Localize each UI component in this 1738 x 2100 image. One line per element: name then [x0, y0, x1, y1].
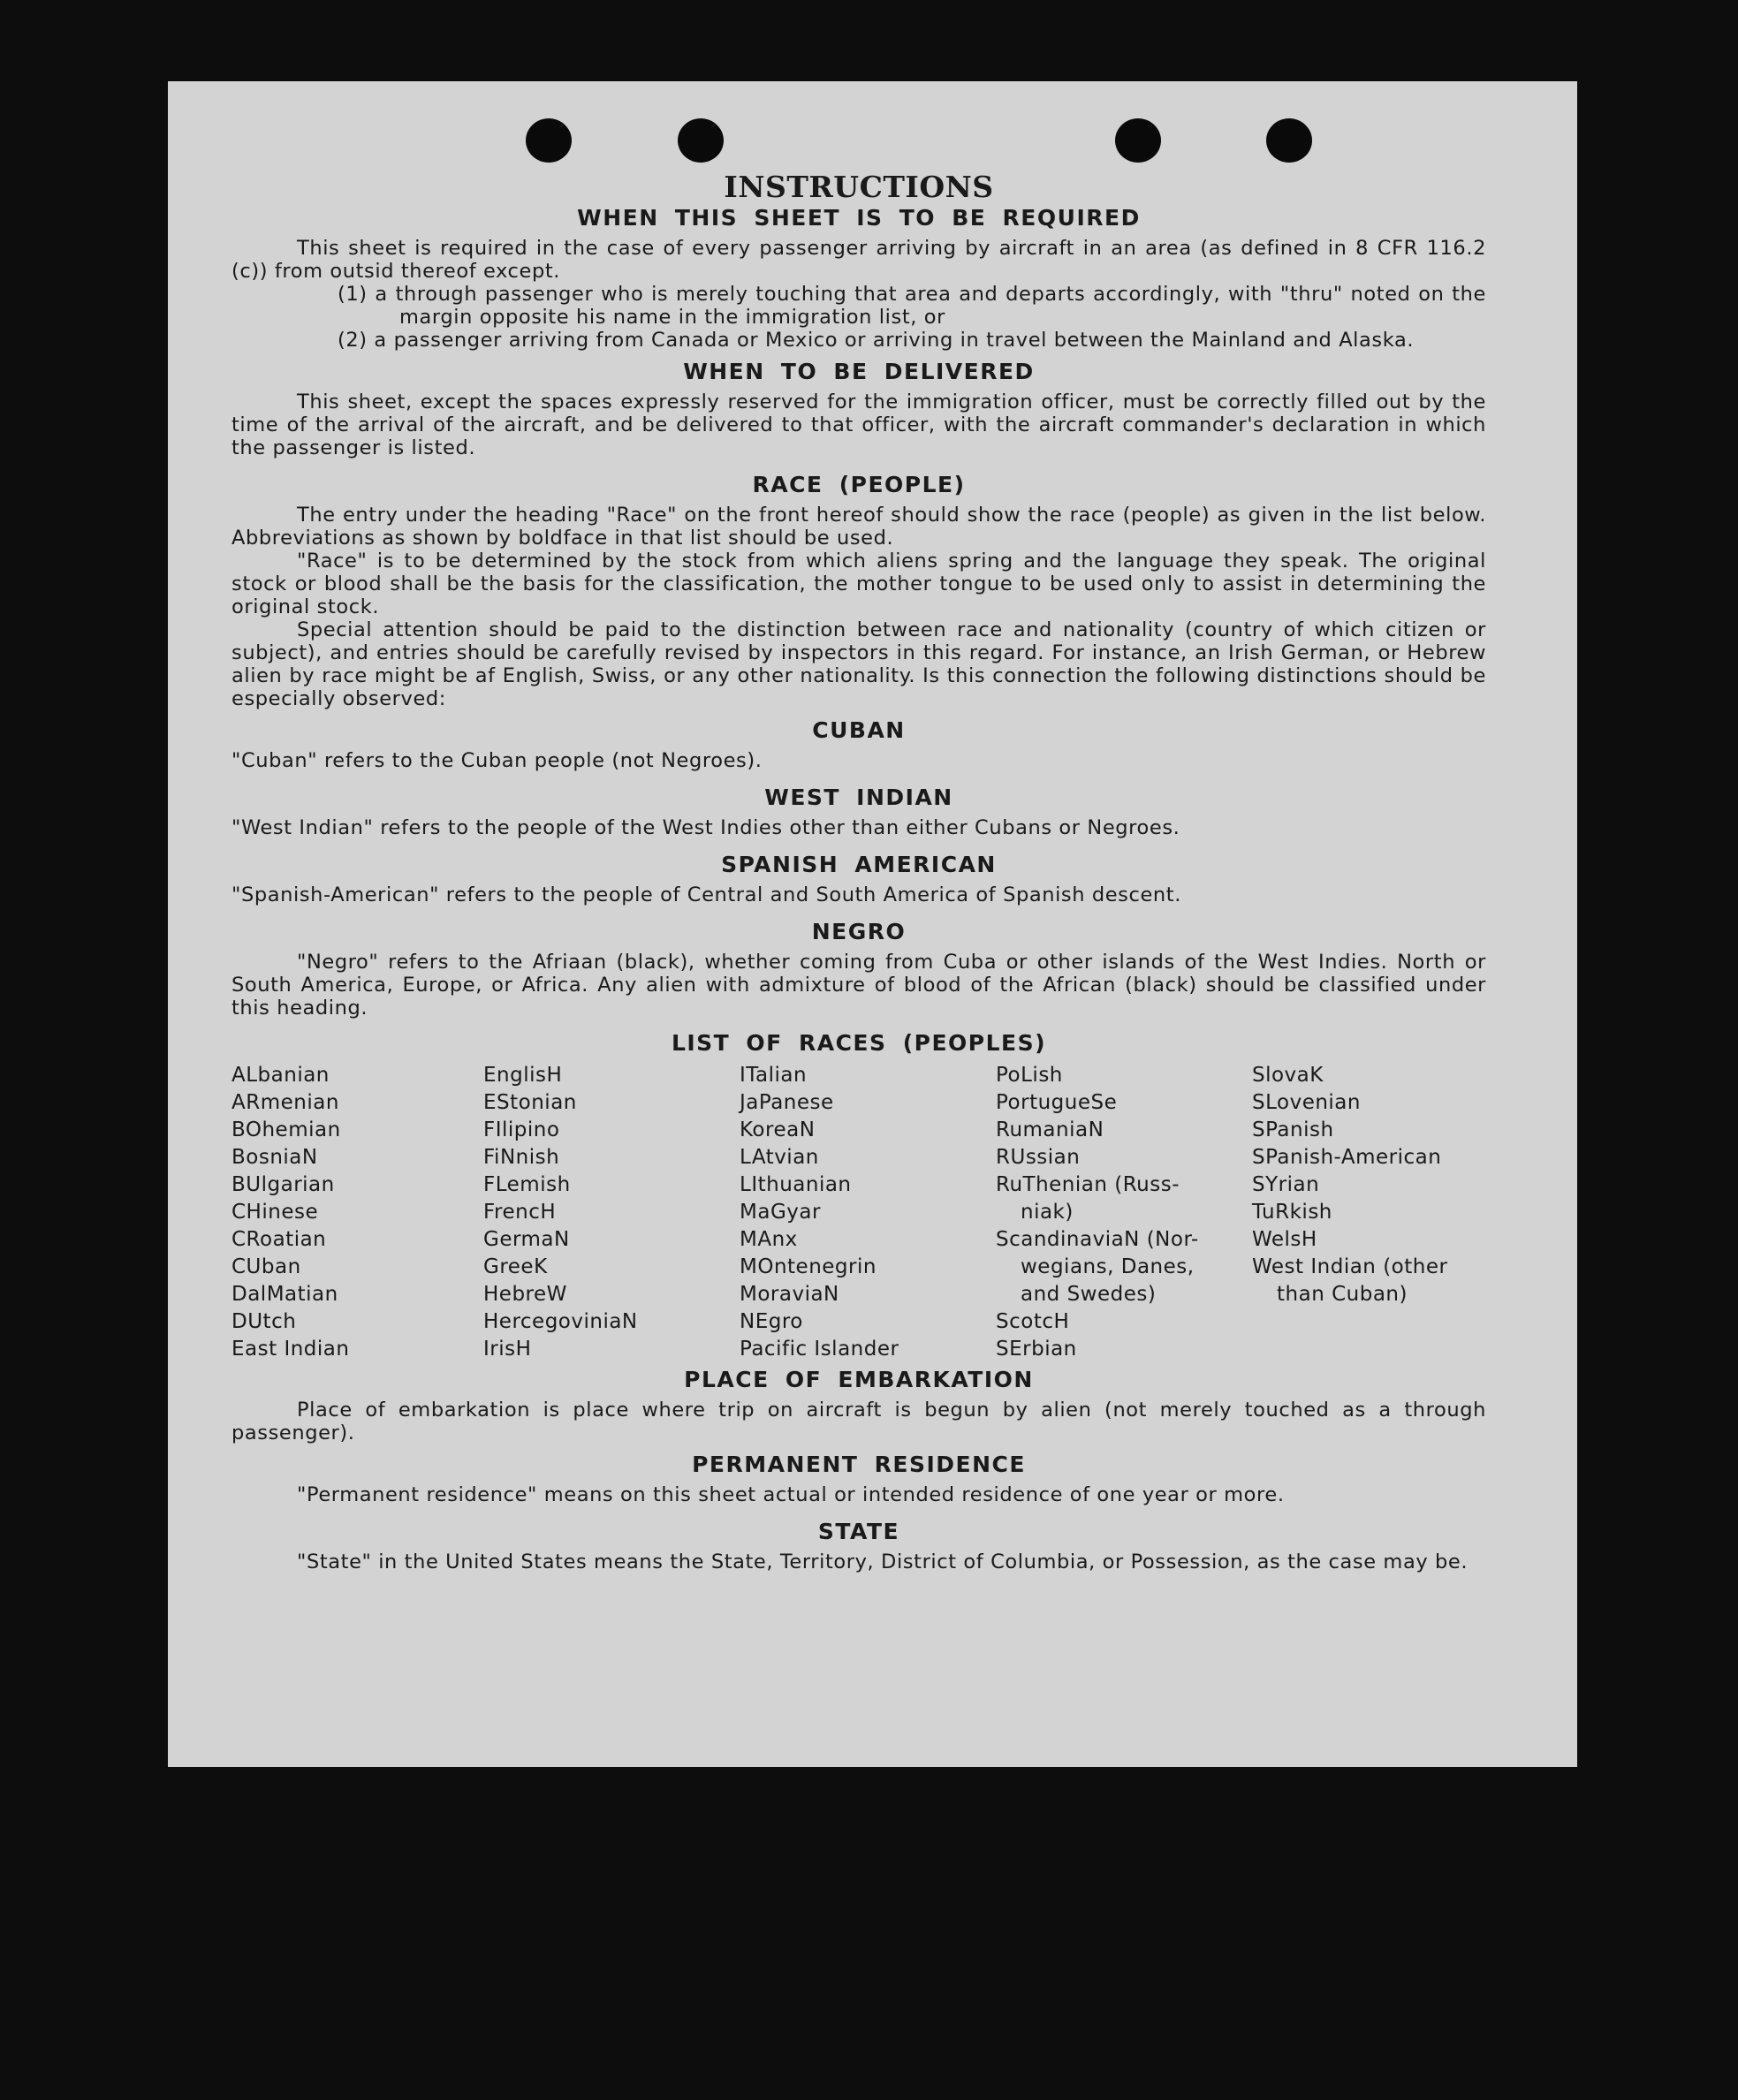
races-column-4 — [996, 1062, 1252, 1363]
race-item: JaPanese — [740, 1091, 834, 1114]
race-item: DUtch — [231, 1310, 297, 1333]
races-list — [231, 1062, 1486, 1363]
race-item: IrisH — [483, 1338, 532, 1361]
race-item: SLovenian — [1252, 1091, 1361, 1114]
heading-negro: NEGRO — [811, 919, 907, 944]
race-item: SlovaK — [1252, 1064, 1324, 1087]
race-item: PoLish — [996, 1064, 1063, 1087]
race-item: DalMatian — [231, 1283, 338, 1306]
race-item: MaGyar — [740, 1201, 821, 1224]
heading-race: RACE (PEOPLE) — [752, 472, 966, 497]
race-item: HebreW — [483, 1283, 567, 1306]
race-item: MOntenegrin — [740, 1255, 877, 1278]
race-item: GermaN — [483, 1228, 570, 1251]
race-item: FiNnish — [483, 1146, 560, 1169]
required-item-1: (1) a through passenger who is merely touching that area and departs accordingly, with "thru" noted on the margin opposite his name in the immigration list, or — [338, 283, 1486, 329]
spanish-american-text: "Spanish-American" refers to the people of Central and South America of Spanish descent. — [231, 883, 1181, 906]
race-item: CHinese — [231, 1201, 319, 1224]
race-item: ScandinaviaN (Nor- — [996, 1228, 1199, 1251]
race-item: MoraviaN — [740, 1283, 839, 1306]
race-item: West Indian (other — [1252, 1255, 1448, 1278]
race-item: FIlipino — [483, 1118, 560, 1141]
race-item: and Swedes) — [1021, 1283, 1157, 1306]
heading-spanish-american: SPANISH AMERICAN — [721, 852, 997, 877]
race-item: CUban — [231, 1255, 301, 1278]
race-item: WelsH — [1252, 1228, 1317, 1251]
race-item: RuThenian (Russ- — [996, 1173, 1180, 1196]
race-paragraph-2: "Race" is to be determined by the stock from which aliens spring and the language they speak. The original stock or blood shall be the basis for the classification, the mother tongue to be used only to assist in determining the original stock. — [231, 550, 1486, 618]
race-item: NEgro — [740, 1310, 803, 1333]
instruction-sheet — [168, 81, 1577, 1767]
punch-hole — [678, 118, 724, 163]
state-text: "State" in the United States means the State, Territory, District of Columbia, or Possession, as the case may be. — [297, 1550, 1469, 1573]
race-item: BosniaN — [231, 1146, 318, 1169]
race-item: TuRkish — [1252, 1201, 1332, 1224]
race-item: MAnx — [740, 1228, 798, 1251]
punch-hole — [526, 118, 572, 163]
page-title: INSTRUCTIONS — [724, 170, 994, 204]
cuban-text: "Cuban" refers to the Cuban people (not Negroes). — [231, 749, 763, 772]
race-item: FrencH — [483, 1201, 557, 1224]
residence-text: "Permanent residence" means on this sheet actual or intended residence of one year or more. — [297, 1483, 1285, 1506]
heading-state: STATE — [817, 1519, 900, 1544]
heading-required: WHEN THIS SHEET IS TO BE REQUIRED — [577, 205, 1141, 231]
race-item: LAtvian — [740, 1146, 819, 1169]
race-item: BUlgarian — [231, 1173, 335, 1196]
race-item: East Indian — [231, 1338, 350, 1361]
heading-residence: PERMANENT RESIDENCE — [692, 1452, 1026, 1477]
race-item: GreeK — [483, 1255, 548, 1278]
race-item: ARmenian — [231, 1091, 339, 1114]
required-item-2: (2) a passenger arriving from Canada or Mexico or arriving in travel between the Mainland and Alaska. — [338, 329, 1415, 352]
race-paragraph-1: The entry under the heading "Race" on the front hereof should show the race (people) as given in the list below. Abbreviations as shown by boldface in that list should be used. — [231, 504, 1486, 550]
race-item: niak) — [1021, 1201, 1074, 1224]
race-item: RumaniaN — [996, 1118, 1104, 1141]
sheet-content — [231, 170, 1486, 1573]
race-paragraph-3: Special attention should be paid to the distinction between race and nationality (country of which citizen or subject), and entries should be carefully revised by inspectors in this regard. For instance, an Irish German, or Hebrew alien by race might be af English, Swiss, or any other nationality. Is this connection the following distinctions should be especially observed: — [231, 618, 1486, 710]
race-item: HercegoviniaN — [483, 1310, 638, 1333]
race-item: wegians, Danes, — [1021, 1255, 1195, 1278]
race-item: PortugueSe — [996, 1091, 1118, 1114]
race-item: SYrian — [1252, 1173, 1320, 1196]
races-column-3 — [740, 1062, 996, 1363]
race-item: Pacific Islander — [740, 1338, 899, 1361]
race-item: FLemish — [483, 1173, 571, 1196]
race-item: CRoatian — [231, 1228, 327, 1251]
punch-hole — [1266, 118, 1312, 163]
races-column-2 — [483, 1062, 740, 1363]
negro-text: "Negro" refers to the Afriaan (black), whether coming from Cuba or other islands of the West Indies. North or South America, Europe, or Africa. Any alien with admixture of blood of the African (black) should be classified under this heading. — [231, 951, 1486, 1020]
west-indian-text: "West Indian" refers to the people of the West Indies other than either Cubans or Negroes. — [231, 816, 1180, 839]
race-item: EStonian — [483, 1091, 577, 1114]
heading-list-of-races: LIST OF RACES (PEOPLES) — [671, 1030, 1047, 1056]
race-item: KoreaN — [740, 1118, 816, 1141]
race-item: SErbian — [996, 1338, 1077, 1361]
race-item: than Cuban) — [1277, 1283, 1408, 1306]
heading-embarkation: PLACE OF EMBARKATION — [684, 1367, 1034, 1392]
punch-hole — [1115, 118, 1161, 163]
heading-west-indian: WEST INDIAN — [764, 785, 953, 810]
race-item: ALbanian — [231, 1064, 330, 1087]
race-item: LIthuanian — [740, 1173, 852, 1196]
heading-cuban: CUBAN — [812, 717, 906, 743]
delivered-text: This sheet, except the spaces expressly reserved for the immigration officer, must be correctly filled out by the time of the arrival of the aircraft, and be delivered to that officer, with the aircraft commander's declaration in which the passenger is listed. — [231, 390, 1486, 459]
required-intro: This sheet is required in the case of every passenger arriving by aircraft in an area (as defined in 8 CFR 116.2 (c)) from outsid thereof except. — [231, 237, 1486, 283]
race-item: ScotcH — [996, 1310, 1070, 1333]
race-item: SPanish — [1252, 1118, 1334, 1141]
race-item: SPanish-American — [1252, 1146, 1442, 1169]
heading-delivered: WHEN TO BE DELIVERED — [683, 359, 1035, 384]
race-item: RUssian — [996, 1146, 1081, 1169]
race-item: EnglisH — [483, 1064, 563, 1087]
races-column-5 — [1252, 1062, 1486, 1363]
races-column-1 — [231, 1062, 483, 1363]
race-item: BOhemian — [231, 1118, 341, 1141]
embarkation-text: Place of embarkation is place where trip on aircraft is begun by alien (not merely touched as a through passenger). — [231, 1399, 1486, 1444]
race-item: ITalian — [740, 1064, 808, 1087]
